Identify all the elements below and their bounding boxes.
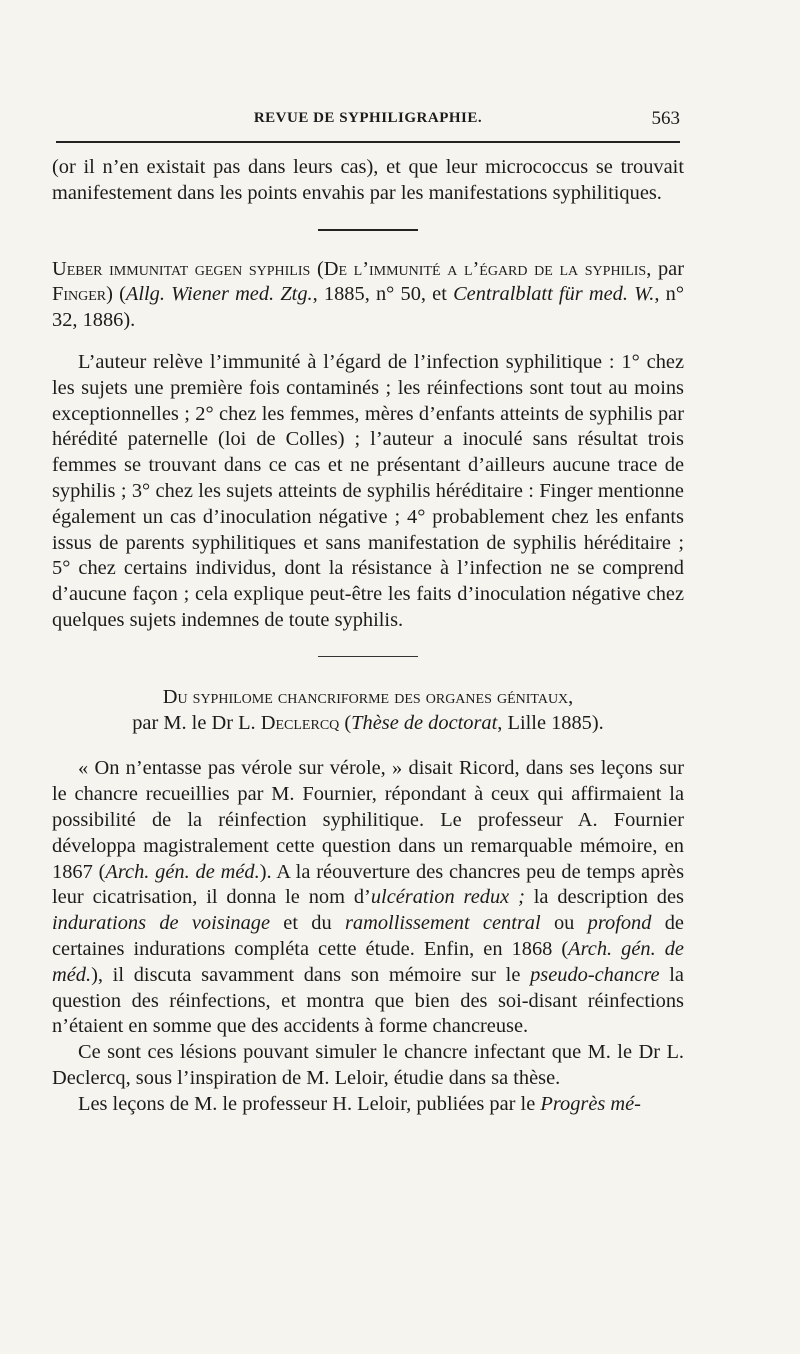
running-head xyxy=(56,106,680,132)
separator-rule xyxy=(318,229,418,231)
article-heading-declercq: Du syphilome chancriforme des organes génitaux, par M. le Dr L. Declercq (Thèse de doctorat, Lille 1885). xyxy=(132,685,604,734)
body-text xyxy=(52,155,684,1118)
article-title: Du syphilome chancriforme des organes génitaux, xyxy=(162,685,574,708)
continuation-paragraph: (or il n’en existait pas dans leurs cas), et que leur micrococcus se trouvait manifestement dans les points envahis par les manifestations syphilitiques. xyxy=(52,156,684,204)
article-title: Ueber immunitat gegen syphilis (De l’immunité a l’égard de la syphilis, xyxy=(52,257,652,280)
page-number: 563 xyxy=(651,108,680,129)
running-title: REVUE DE SYPHILIGRAPHIE. xyxy=(253,110,483,126)
article-body-finger: L’auteur relève l’immunité à l’égard de l’infection syphilitique : 1° chez les sujets une première fois contaminés ; les réinfections sont tout au moins exceptionnelles ; 2° chez les femmes, mères d’enfants atteints de syphilis par hérédité paternelle (loi de Colles) ; l’auteur a inoculé sans résultat trois femmes se trouvant dans ce cas et ne présentant d’ailleurs aucune trace de syphilis ; 3° chez les sujets atteints de syphilis héréditaire : Finger mentionne également un cas d’inoculation négative ; 4° probablement chez les enfants issus de parents syphilitiques et sans manifestation de syphilis héréditaire ; 5° chez certains individus, dont la résistance à l’infection ne se comprend d’aucune façon ; cela explique peut-être les faits d’inoculation négative chez quelques sujets indemnes de toute syphilis. xyxy=(52,350,684,631)
separator-rule xyxy=(318,656,418,657)
journal-title: Allg. Wiener med. Ztg. xyxy=(125,283,313,306)
author-name: Finger xyxy=(52,283,107,306)
article-body-paragraph: Ce sont ces lésions pouvant simuler le chancre infectant que M. le Dr L. Declercq, sous l’inspiration de M. Leloir, étudie dans sa thèse. xyxy=(52,1041,684,1089)
article-body-paragraph: Les leçons de M. le professeur H. Leloir, publiées par le Progrès mé- xyxy=(78,1092,641,1115)
thesis-title: Thèse de doctorat xyxy=(351,711,498,734)
article-body-declercq: « On n’entasse pas vérole sur vérole, » disait Ricord, dans ses leçons sur le chancre recueillies par M. Fournier, répondant à ceux qui affirmaient la possibilité de la réinfection syphilitique. Le professeur A. Fournier développa magistralement cette question dans un remarquable mémoire, en 1867 (Arch. gén. de méd.). A la réouverture des chancres peu de temps après leur cicatrisation, il donna le nom d’ulcération redux ; la description des indurations de voisinage et du ramollissement central ou profond de certaines indurations compléta cette étude. Enfin, en 1868 (Arch. gén. de méd.), il discuta savamment dans son mémoire sur le pseudo-chancre la question des réinfections, et montra que bien des soi-disant réinfections n’étaient en somme que des accidents à forme chancreuse. xyxy=(52,757,685,1038)
author-name: Declercq xyxy=(260,711,340,734)
header-rule xyxy=(56,141,680,143)
journal-title: Centralblatt für med. W. xyxy=(453,283,655,306)
article-heading-finger: Ueber immunitat gegen syphilis (De l’immunité a l’égard de la syphilis, par Finger) (Allg. Wiener med. Ztg., 1885, n° 50, et Centralblatt für med. W., n° 32, 1886). xyxy=(52,257,685,332)
